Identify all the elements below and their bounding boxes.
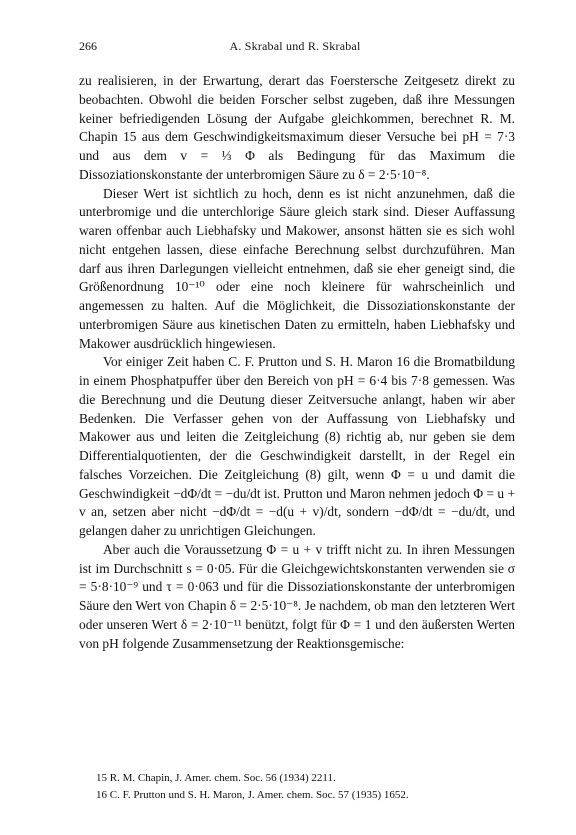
running-title: A. Skrabal und R. Skrabal [229,39,361,53]
paragraph-4: Aber auch die Voraussetzung Φ = u + v trifft nicht zu. In ihren Messungen ist im Durchschnitt s = 0·05. Für die Gleichgewichtskonstanten verwenden sie σ = 5·8·10⁻⁹ und τ = 0·063 und für die Dissoziationskonstante der unterbromigen Säure den Wert von Chapin δ = 2·5·10⁻⁸. Je nachdem, ob man den letzteren Wert oder unseren Wert δ = 2·10⁻¹¹ benützt, folgt für Φ = 1 und den äußersten Werten von pH folgende Zusammensetzung der Reaktionsgemische: [79,541,515,651]
page-number: 266 [79,39,97,53]
footnote-16: 16 C. F. Prutton und S. H. Maron, J. Amer. chem. Soc. 57 (1935) 1652. [96,789,409,801]
paragraph-1: zu realisieren, in der Erwartung, derart das Foerstersche Zeitgesetz direkt zu beobachten. Obwohl die beiden Forscher selbst zugeben, daß ihre Messungen keiner befriedigenden Lösung der Aufgabe gleichkommen, berechnet R. M. Chapin 15 aus dem Geschwindigkeitsmaximum dieser Versuche bei pH = 7·3 und aus dem v = ⅓ Φ als Bedingung für das Maximum die Dissoziationskonstante der unterbromigen Säure zu δ = 2·5·10⁻⁸. [79,73,515,182]
footnotes [96,770,516,804]
paragraph-3: Vor einiger Zeit haben C. F. Prutton und S. H. Maron 16 die Bromatbildung in einem Phosphatpuffer über den Bereich von pH = 6·4 bis 7·8 gemessen. Was die Berechnung und die Deutung dieser Zeitversuche anlangt, haben wir aber Bedenken. Die Verfasser gehen von der Auffassung von Liebhafsky und Makower aus und leiten die Zeitgleichung (8) richtig ab, nur geben sie dem Differentialquotienten, der die Geschwindigkeit darstellt, in der Regel ein falsches Vorzeichen. Die Zeitgleichung (8) gilt, wenn Φ = u und damit die Geschwindigkeit −dΦ/dt = −du/dt ist. Prutton und Maron nehmen jedoch Φ = u + v an, setzen aber nicht −dΦ/dt = −d(u + v)/dt, sondern −dΦ/dt = −du/dt, und gelangen daher zu unrichtigen Gleichungen. [79,354,515,538]
paragraph-2: Dieser Wert ist sichtlich zu hoch, denn es ist nicht anzunehmen, daß die unterbromige und die unterchlorige Säure gleich stark sind. Dieser Auffassung waren offenbar auch Liebhafsky und Makower, ansonst hätten sie es sich wohl nicht entgehen lassen, diese einfache Berechnung selbst durchzuführen. Man darf aus ihren Darlegungen vielleicht entnehmen, daß sie eher geneigt sind, die Größenordnung 10⁻¹⁰ oder eine noch kleinere für wahrscheinlich und angemessen zu halten. Auf die Möglichkeit, die Dissoziationskonstante der unterbromigen Säure aus kinetischen Daten zu ermitteln, haben Liebhafsky und Makower ausdrücklich hingewiesen. [79,185,515,351]
footnote-15: 15 R. M. Chapin, J. Amer. chem. Soc. 56 (1934) 2211. [96,772,336,784]
main-text [79,72,515,653]
